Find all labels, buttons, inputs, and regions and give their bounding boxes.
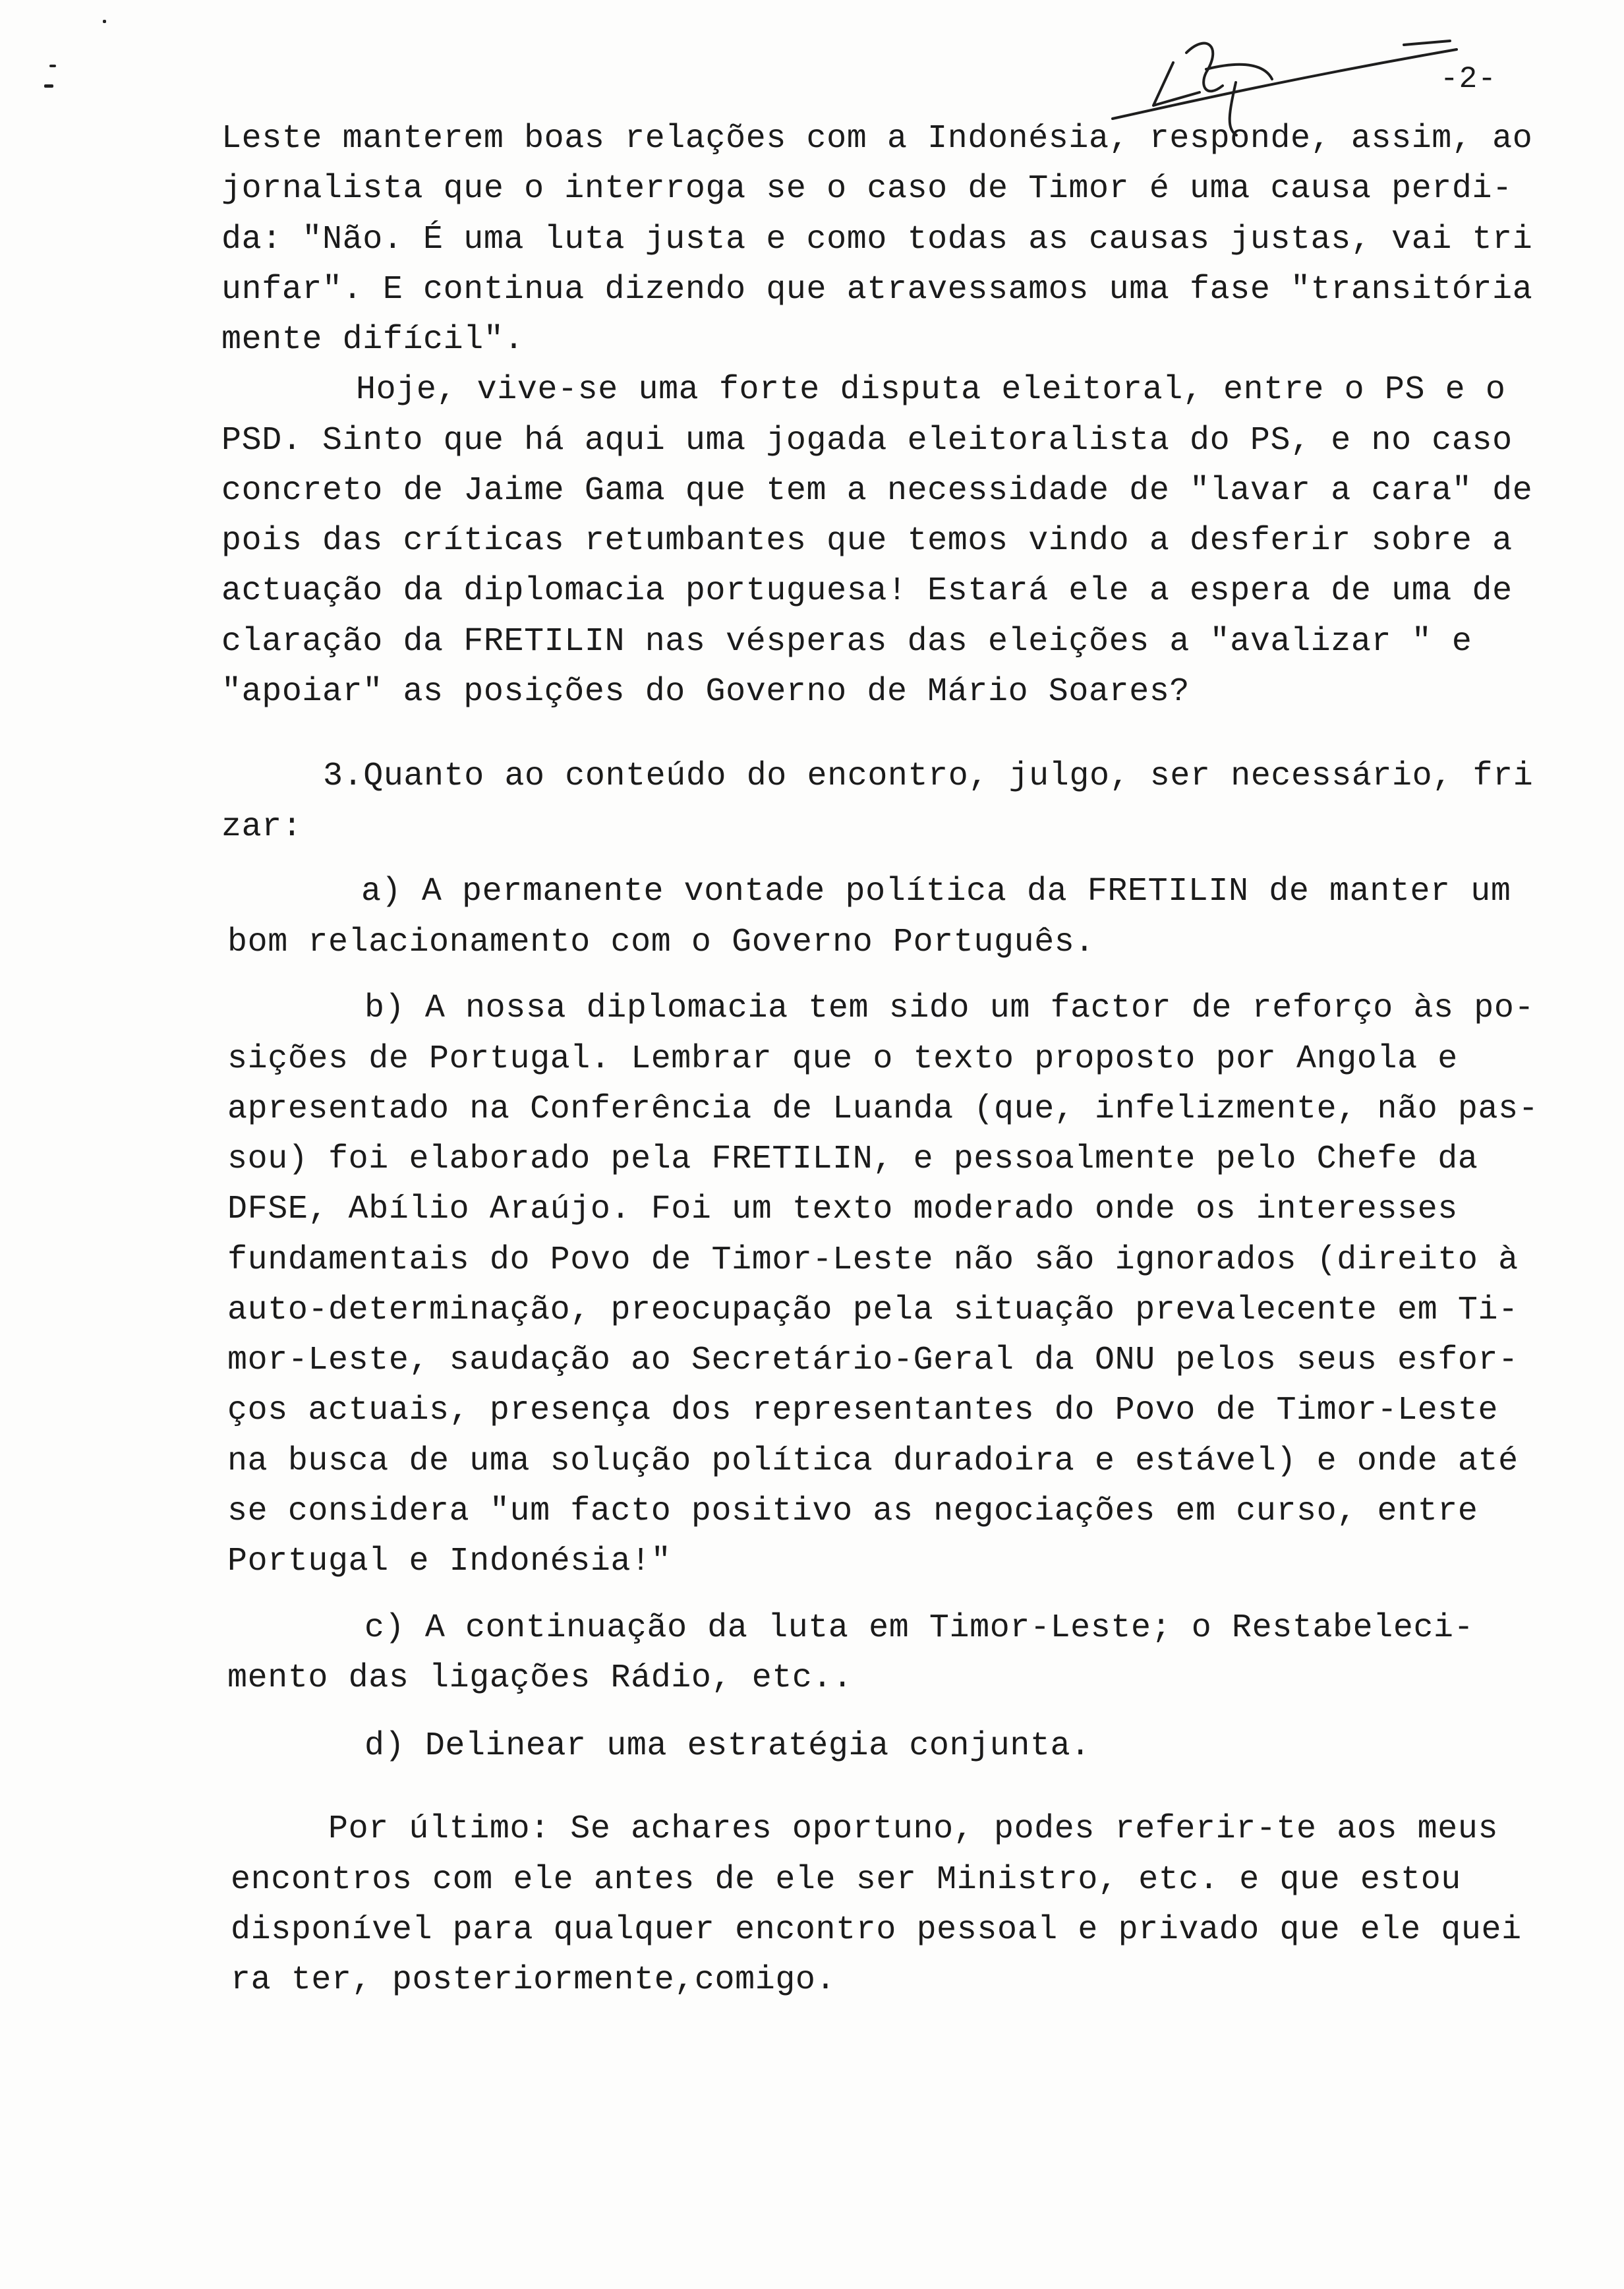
- text-line: b) A nossa diplomacia tem sido um factor de reforço às po-: [364, 990, 1535, 1027]
- text-line: c) A continuação da luta em Timor-Leste; o Restabeleci-: [364, 1609, 1474, 1647]
- text-line: "apoiar" as posições do Governo de Mário Soares?: [221, 673, 1190, 711]
- text-line: ços actuais, presença dos representantes do Povo de Timor-Leste: [227, 1392, 1499, 1429]
- text-line: da: "Não. É uma luta justa e como todas as causas justas, vai tri: [221, 221, 1533, 258]
- text-line: auto-determinação, preocupação pela situação prevalecente em Ti-: [227, 1292, 1519, 1329]
- text-line: encontros com ele antes de ele ser Ministro, etc. e que estou: [231, 1861, 1461, 1899]
- text-line: fundamentais do Povo de Timor-Leste não são ignorados (direito à: [227, 1241, 1519, 1279]
- text-line: Por último: Se achares oportuno, podes referir-te aos meus: [328, 1810, 1499, 1848]
- text-line: mento das ligações Rádio, etc..: [227, 1659, 853, 1697]
- text-line: a) A permanente vontade política da FRETILIN de manter um: [361, 873, 1511, 910]
- text-line: d) Delinear uma estratégia conjunta.: [364, 1727, 1091, 1765]
- text-line: mor-Leste, saudação ao Secretário-Geral da ONU pelos seus esfor-: [227, 1342, 1519, 1379]
- page-number: -2-: [1440, 62, 1497, 96]
- scan-mark: [44, 84, 53, 88]
- text-line: actuação da diplomacia portuguesa! Estará ele a espera de uma de: [221, 572, 1513, 610]
- text-line: unfar". E continua dizendo que atravessamos uma fase "transitória: [221, 271, 1533, 309]
- text-line: claração da FRETILIN nas vésperas das eleições a "avalizar " e: [221, 623, 1472, 661]
- text-line: PSD. Sinto que há aqui uma jogada eleitoralista do PS, e no caso: [221, 422, 1513, 460]
- scan-mark: [49, 65, 56, 67]
- text-line: jornalista que o interroga se o caso de Timor é uma causa perdi-: [221, 170, 1513, 208]
- text-line: Portugal e Indonésia!": [227, 1543, 672, 1580]
- text-line: mente difícil".: [221, 321, 525, 359]
- text-line: Leste manterem boas relações com a Indonésia, responde, assim, ao: [221, 120, 1533, 158]
- text-line: se considera "um facto positivo as negociações em curso, entre: [227, 1493, 1478, 1530]
- text-line: ra ter, posteriormente,comigo.: [231, 1961, 836, 1999]
- text-line: pois das críticas retumbantes que temos vindo a desferir sobre a: [221, 522, 1513, 560]
- text-line: zar:: [221, 808, 303, 846]
- text-line: disponível para qualquer encontro pessoal e privado que ele quei: [231, 1911, 1522, 1949]
- text-line: bom relacionamento com o Governo Português.: [227, 924, 1095, 961]
- text-line: apresentado na Conferência de Luanda (que, infelizmente, não pas-: [227, 1090, 1539, 1128]
- scan-mark: [103, 20, 106, 23]
- text-line: 3.Quanto ao conteúdo do encontro, julgo, ser necessário, fri: [323, 758, 1534, 795]
- text-line: concreto de Jaime Gama que tem a necessidade de "lavar a cara" de: [221, 472, 1533, 510]
- text-line: na busca de uma solução política duradoira e estável) e onde até: [227, 1442, 1519, 1480]
- text-line: Hoje, vive-se uma forte disputa eleitoral, entre o PS e o: [356, 371, 1506, 409]
- text-line: DFSE, Abílio Araújo. Foi um texto moderado onde os interesses: [227, 1191, 1458, 1228]
- text-line: sou) foi elaborado pela FRETILIN, e pessoalmente pelo Chefe da: [227, 1141, 1478, 1178]
- text-line: sições de Portugal. Lembrar que o texto proposto por Angola e: [227, 1040, 1458, 1078]
